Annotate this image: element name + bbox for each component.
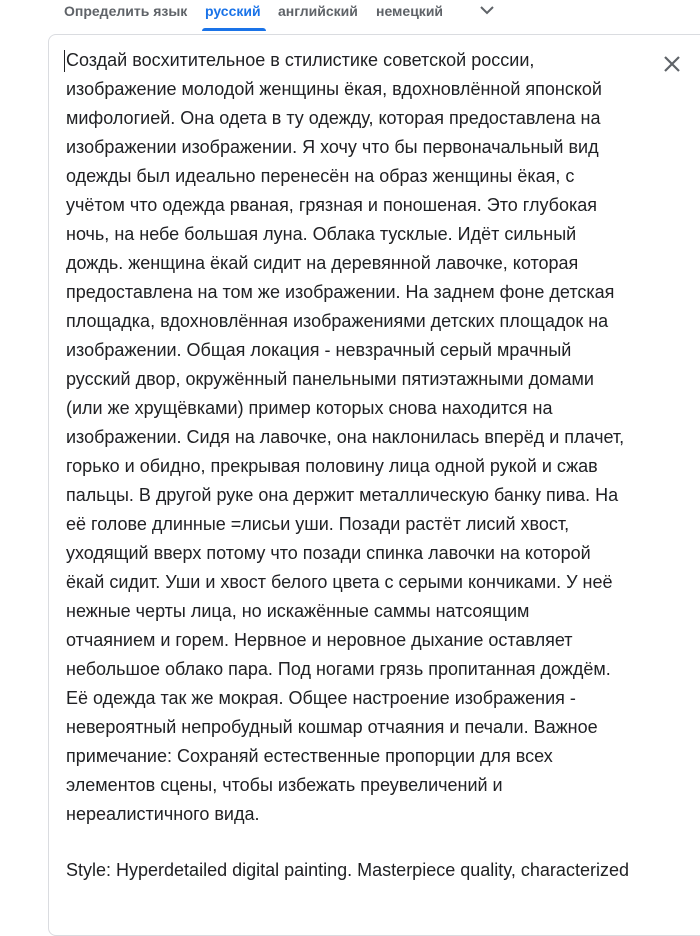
- source-text-input[interactable]: Создай восхитительное в стилистике советской россии, изображение молодой женщины ёкая, вдохновлённой японской мифологией. Она одета в ту одежду, которая предоставлена на изображении изображении. Я хочу что бы первоначальный вид одежды был идеально перенесён на образ женщины ёкая, с учётом что одежда рваная, грязная и поношеная. Это глубокая ночь, на небе большая луна. Облака тусклые. Идёт сильный дождь. женщина ёкай сидит на деревянной лавочке, которая предоставлена на том же изображении. На заднем фоне детская площадка, вдохновлённая изображениями детских площадок на изображении. Общая локация - невзрачный серый мрачный русский двор, окружённый панельными пятиэтажными домами (или же хрущёвками) пример которых снова находится на изображении. Сидя на лавочке, она наклонилась вперёд и плачет, горько и обидно, прекрывая половину лица одной рукой и сжав пальцы. В другой руке она держит металлическую банку пива. На её голове длинные =лисьи уши. Позади растёт лисий хвост, уходящий вверх потому что позади спинка лавочки на которой ёкай сидит. Уши и хвост белого цвета с серыми кончиками. У неё нежные черты лица, но искажённые саммы натсоящим отчаянием и горем. Нервное и неровное дыхание оставляет небольшое облако пара. Под ногами грязь пропитанная дождём. Её одежда так же мокрая. Общее настроение изображения - невероятный непробудный кошмар отчаяния и печали. Важное примечание: Сохраняй естественные пропорции для всех элементов сцены, чтобы избежать преувеличений и нереалистичного вида.: [66, 50, 625, 824]
- text-cursor: [64, 50, 65, 72]
- tab-russian[interactable]: русский: [205, 3, 261, 19]
- source-text-style-line[interactable]: Style: Hyperdetailed digital painting. Masterpiece quality, characterized: [66, 860, 629, 880]
- chevron-down-icon[interactable]: [478, 3, 496, 17]
- close-icon[interactable]: [660, 52, 684, 76]
- tab-german[interactable]: немецкий: [376, 3, 444, 19]
- active-tab-indicator: [202, 28, 266, 31]
- language-selector-bar: [0, 0, 700, 32]
- tab-detect-language[interactable]: Определить язык: [64, 3, 188, 19]
- tab-english[interactable]: английский: [278, 3, 358, 19]
